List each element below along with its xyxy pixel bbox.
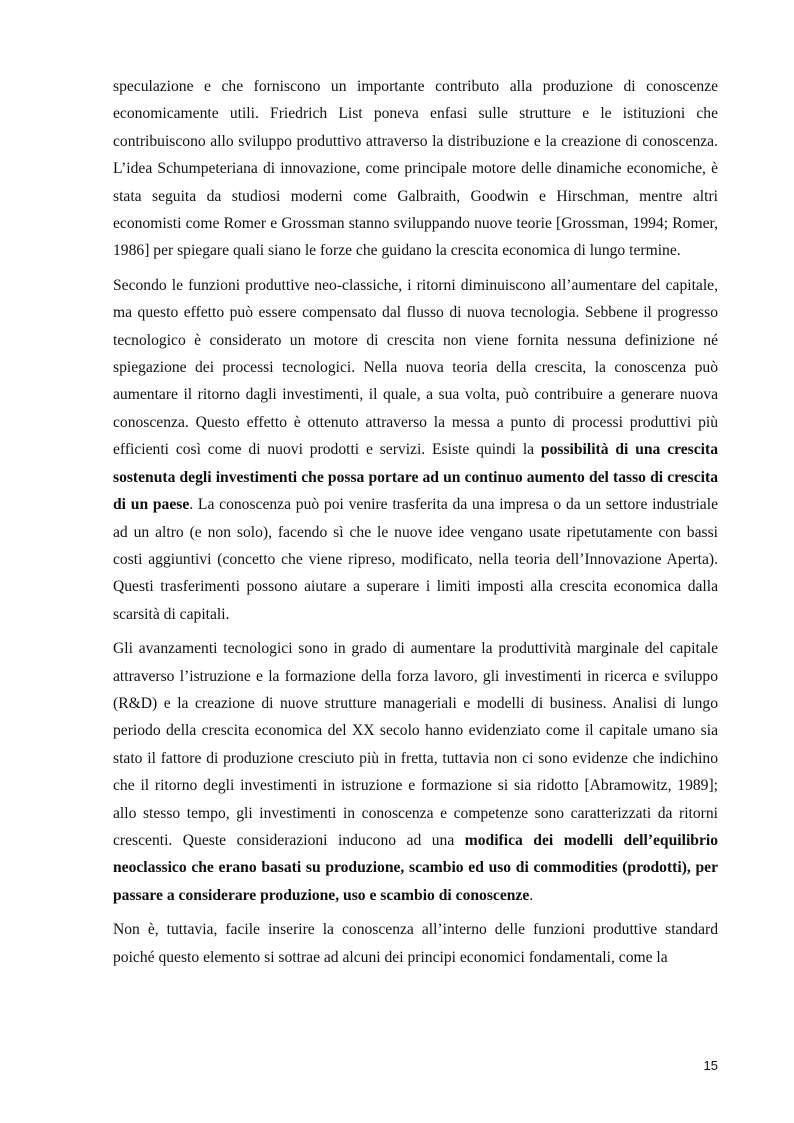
paragraph-1: [113, 73, 718, 265]
paragraph-text: . La conoscenza può poi venire trasferita da una impresa o da un settore industriale ad un altro (e non solo), facendo sì che le nuove idee vengano usate ripetutamente con bassi costi aggiuntivi (concetto che viene ripreso, modificato, nella teoria dell’Innovazione Aperta). Questi trasferimenti possono aiutare a superare i limiti imposti alla crescita economica dalla scarsità di capitali.: [113, 496, 718, 623]
paragraph-text: Gli avanzamenti tecnologici sono in grado di aumentare la produttività marginale del capitale attraverso l’istruzione e la formazione della forza lavoro, gli investimenti in ricerca e sviluppo (R&D) e la creazione di nuove strutture manageriali e modelli di business. Analisi di lungo periodo della crescita economica del XX secolo hanno evidenziato come il capitale umano sia stato il fattore di produzione cresciuto più in fretta, tuttavia non ci sono evidenze che indichino che il ritorno degli investimenti in istruzione e formazione si sia ridotto [Abramowitz, 1989]; allo stesso tempo, gli investimenti in conoscenza e competenze sono caratterizzati da ritorni crescenti. Queste considerazioni inducono ad una: [113, 640, 718, 849]
paragraph-text: .: [529, 886, 534, 904]
paragraph-2: [113, 272, 718, 628]
paragraph-3: [113, 635, 718, 909]
page-number: 15: [703, 1058, 718, 1073]
paragraph-text: Secondo le funzioni produttive neo-classiche, i ritorni diminuiscono all’aumentare del capitale, ma questo effetto può essere compensato dal flusso di nuova tecnologia. Sebbene il progresso tecnologico è considerato un motore di crescita non viene fornita nessuna definizione né spiegazione dei processi tecnologici. Nella nuova teoria della crescita, la conoscenza può aumentare il ritorno dagli investimenti, il quale, a sua volta, può contribuire a generare nuova conoscenza. Questo effetto è ottenuto attraverso la messa a punto di processi produttivi più efficienti così come di nuovi prodotti e servizi. Esiste quindi la: [113, 276, 718, 459]
paragraph-4: [113, 916, 718, 971]
emphasis-text: possibilità di una crescita sostenuta degli investimenti che possa portare ad un continuo aumento del tasso di crescita di un paese: [113, 441, 718, 514]
emphasis-text: modifica dei modelli dell’equilibrio neoclassico che erano basati su produzione, scambio ed uso di commodities (prodotti), per passare a considerare produzione, uso e scambio di conoscenze: [113, 831, 718, 904]
paragraph-text: Non è, tuttavia, facile inserire la conoscenza all’interno delle funzioni produttive standard poiché questo elemento si sottrae ad alcuni dei principi economici fondamentali, come la: [113, 921, 718, 966]
body-text: [113, 73, 718, 978]
paragraph-text: speculazione e che forniscono un importante contributo alla produzione di conoscenze economicamente utili. Friedrich List poneva enfasi sulle strutture e le istituzioni che contribuiscono allo sviluppo produttivo attraverso la distribuzione e la creazione di conoscenza. L’idea Schumpeteriana di innovazione, come principale motore delle dinamiche economiche, è stata seguita da studiosi moderni come Galbraith, Goodwin e Hirschman, mentre altri economisti come Romer e Grossman stanno sviluppando nuove teorie [Grossman, 1994; Romer, 1986] per spiegare quali siano le forze che guidano la crescita economica di lungo termine.: [113, 78, 718, 260]
